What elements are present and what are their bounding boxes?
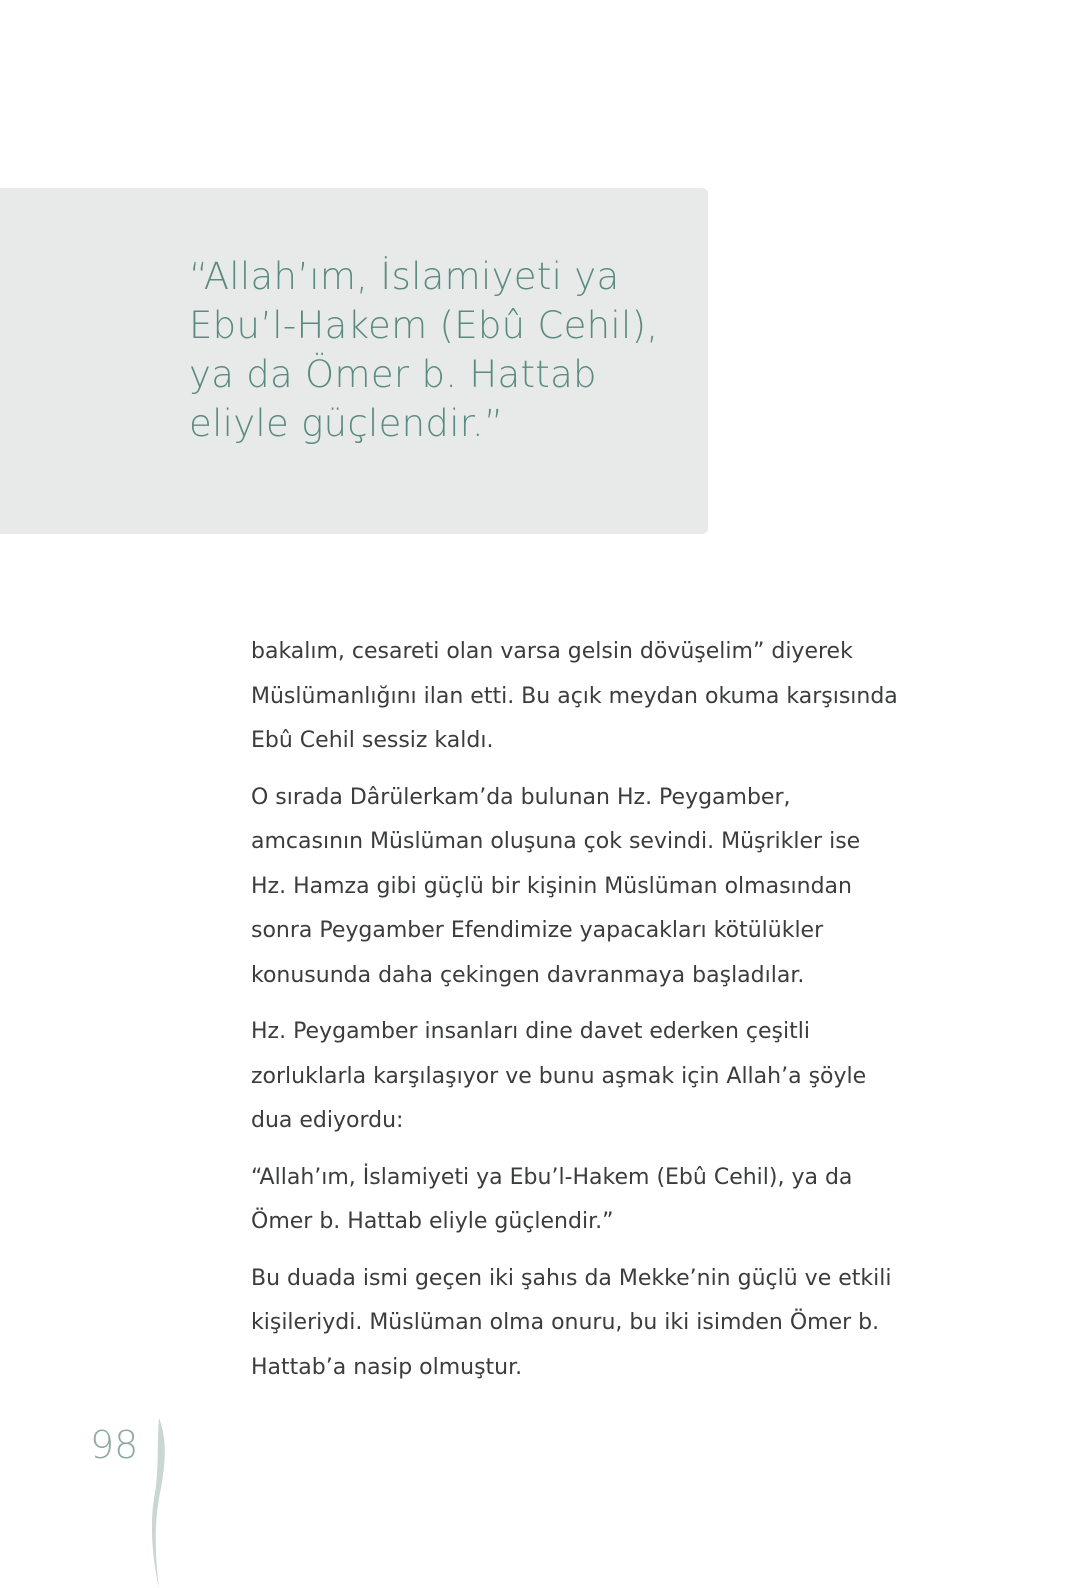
paragraph-line: zorluklarla karşılaşıyor ve bunu aşmak için Allah’a şöyle [251, 1063, 867, 1089]
paragraph [251, 776, 891, 999]
paragraph-line: Bu duada ismi geçen iki şahıs da Mekke’nin güçlü ve etkili [251, 1265, 892, 1291]
paragraph [251, 630, 898, 764]
paragraph-line: Hz. Hamza gibi güçlü bir kişinin Müslüman olmasından [251, 873, 852, 899]
paragraph-line: amcasının Müslüman oluşuna çok sevindi. Müşrikler ise [251, 829, 861, 854]
paragraph [251, 1010, 891, 1144]
body-text [251, 630, 898, 1402]
paragraph-line: sonra Peygamber Efendimize yapacakları kötülükler [251, 918, 824, 943]
paragraph-line: bakalım, cesareti olan varsa gelsin dövüşelim” diyerek [251, 639, 853, 664]
pull-quote-line: “Allah’ım, İslamiyeti ya [189, 255, 620, 298]
pull-quote-line: Ebu’l-Hakem (Ebû Cehil), [189, 304, 659, 347]
paragraph-line: Hz. Peygamber insanları dine davet ederken çeşitli [251, 1019, 810, 1044]
paragraph [251, 1257, 891, 1391]
paragraph-line: kişileriydi. Müslüman olma onuru, bu iki isimden Ömer b. [251, 1310, 880, 1335]
paragraph-line: “Allah’ım, İslamiyeti ya Ebu’l-Hakem (Ebû Cehil), ya da [251, 1164, 853, 1190]
page-number: 98 [90, 1423, 139, 1467]
paragraph-line: Ömer b. Hattab eliyle güçlendir.” [251, 1209, 614, 1234]
pull-quote [189, 252, 689, 448]
paragraph-line: Ebû Cehil sessiz kaldı. [251, 728, 494, 753]
paragraph-line: dua ediyordu: [251, 1108, 404, 1133]
paragraph-line: O sırada Dârülerkam’da bulunan Hz. Peygamber, [251, 784, 791, 810]
paragraph [251, 1156, 891, 1245]
paragraph-line: konusunda daha çekingen davranmaya başladılar. [251, 962, 805, 988]
paragraph-line: Müslümanlığını ilan etti. Bu açık meydan okuma karşısında [251, 683, 898, 709]
leaf-ornament-icon [145, 1418, 173, 1588]
pull-quote-line: ya da Ömer b. Hattab [189, 353, 597, 396]
pull-quote-line: eliyle güçlendir.” [189, 402, 504, 445]
paragraph-line: Hattab’a nasip olmuştur. [251, 1354, 523, 1380]
